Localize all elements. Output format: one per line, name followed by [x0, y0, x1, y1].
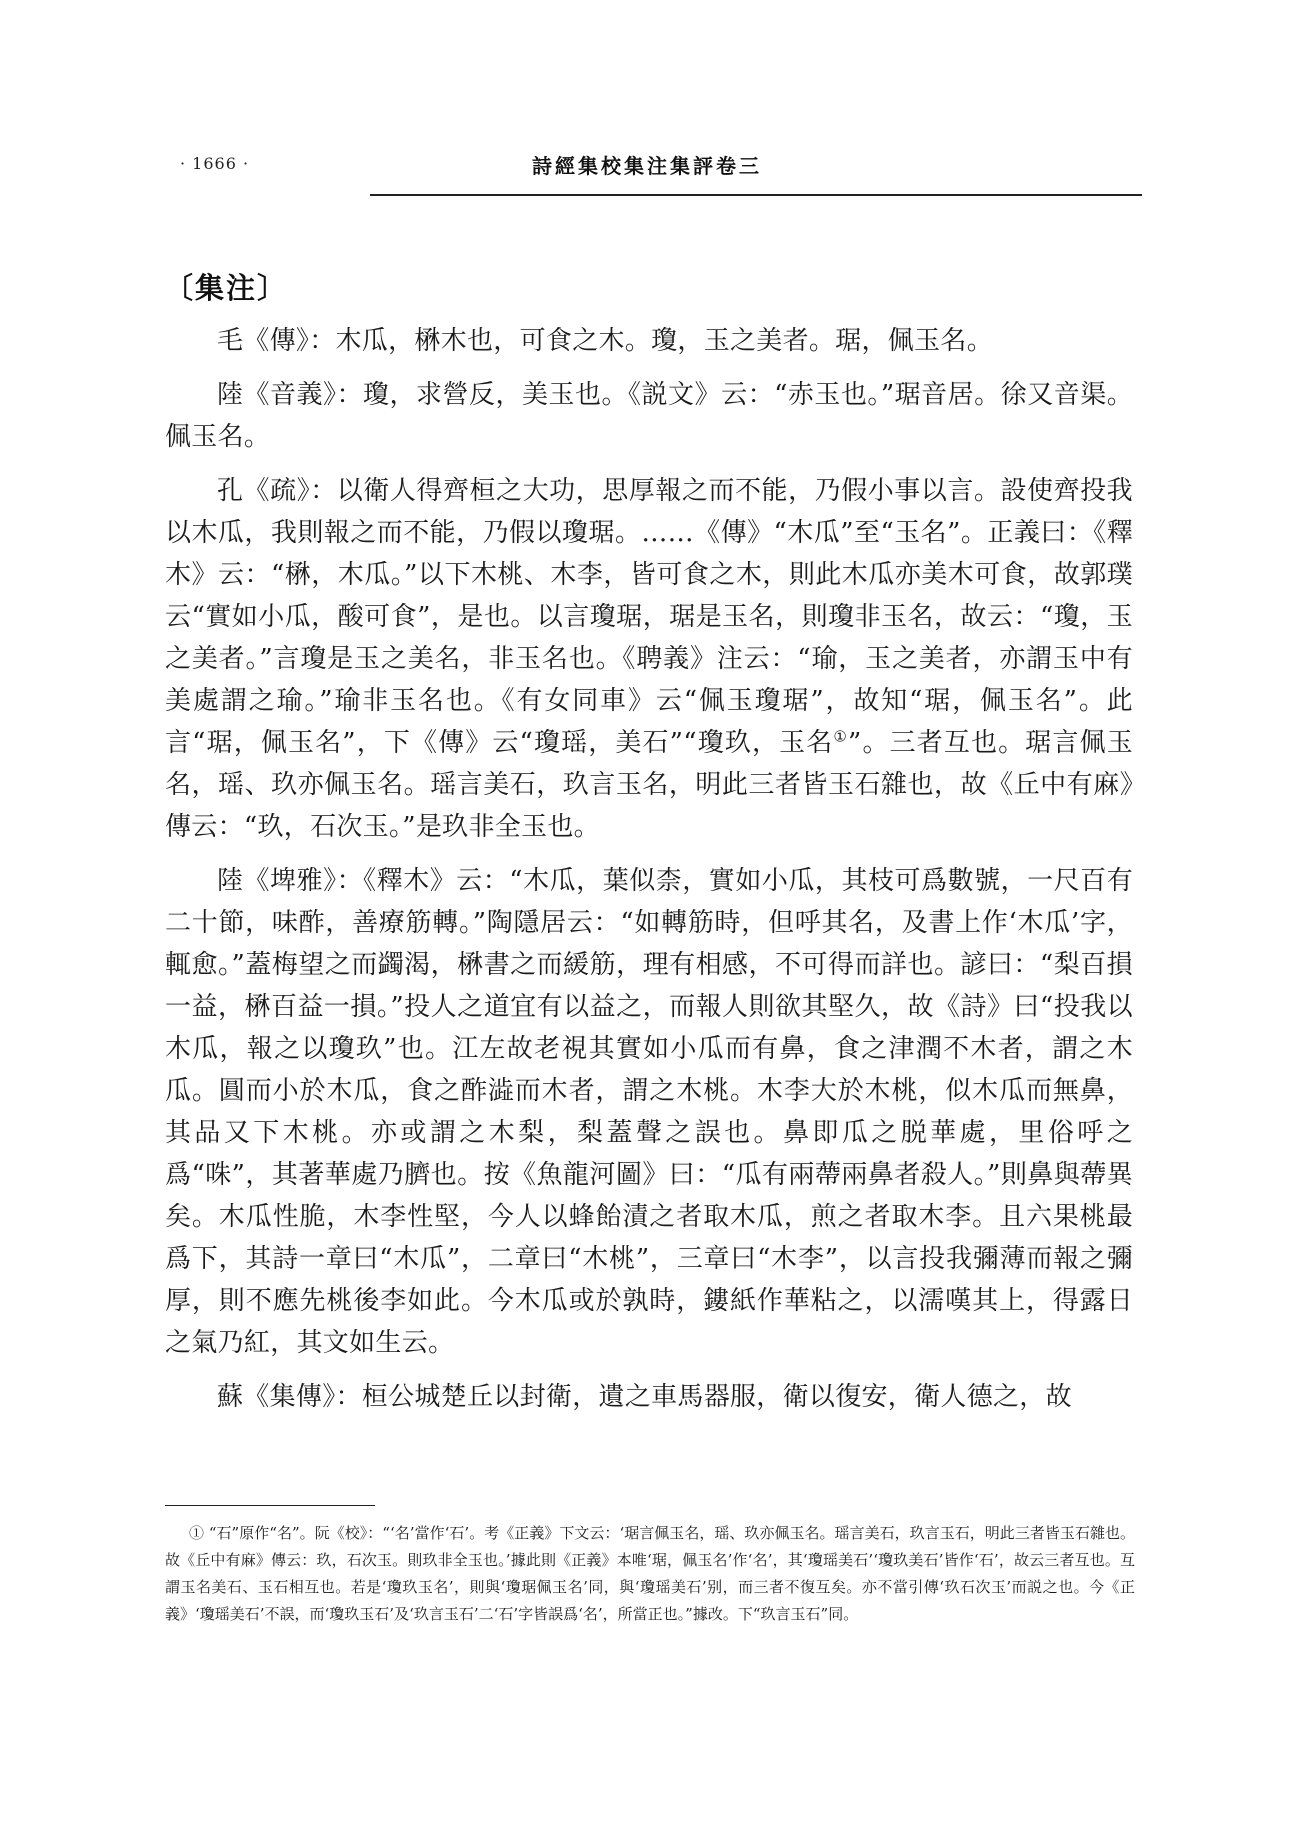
- footnote-marker: ①: [833, 727, 849, 746]
- book-title: 詩經集校集注集評卷三: [532, 154, 762, 178]
- paragraph-kong-shu: [165, 470, 1133, 848]
- paragraph-kong-shu-part-2: ”。三者互也。琚言佩玉名，瑶、玖亦佩玉名。瑶言美石，玖言玉名，明此三者皆玉石雜也，故《丘中有麻》傳云：“玖，石次玉。”是玖非全玉也。: [165, 728, 1134, 842]
- paragraph-mao-zhuan: 毛《傳》：木瓜，楙木也，可食之木。瓊，玉之美者。琚，佩玉名。: [217, 326, 994, 356]
- footnote-rule: [165, 1505, 375, 1506]
- paragraph-lu-yinyi: 陸《音義》：瓊，求營反，美玉也。《説文》云：“赤玉也。”琚音居。徐又音渠。佩玉名。: [165, 380, 1133, 452]
- paragraph-kong-shu-part-1: 孔《疏》：以衛人得齊桓之大功，思厚報之而不能，乃假小事以言。設使齊投我以木瓜，我則報之而不能，乃假以瓊琚。……《傳》“木瓜”至“玉名”。正義曰：《釋木》云：“楙，木瓜。”以下木桃、木李，皆可食之木，則此木瓜亦美木可食，故郭璞云“實如小瓜，酸可食”，是也。以言瓊琚，琚是玉名，則瓊非玉名，故云：“瓊，玉之美者。”言瓊是玉之美名，非玉名也。《聘義》注云：“瑜，玉之美者，亦謂玉中有美處謂之瑜。”瑜非玉名也。《有女同車》云“佩玉瓊琚”，故知“琚，佩玉名”。此言“琚，佩玉名”，下《傳》云“瓊瑶，美石”“瓊玖，玉名: [165, 476, 1133, 758]
- footnote: ① “石”原作“名”。阮《校》：“‘名’當作‘石’。考《正義》下文云：‘琚言佩玉名，瑶、玖亦佩玉名。瑶言美石，玖言玉石，明此三者皆玉石雜也。故《丘中有麻》傳云：玖，石次玉。則玖非全玉也。’據此則《正義》本唯‘琚，佩玉名’作‘名’，其‘瓊瑶美石’‘瓊玖美石’皆作‘石’，故云三者互也。互謂玉名美石、玉石相互也。若是‘瓊玖玉名’，則與‘瓊琚佩玉名’同，與‘瓊瑶美石’别，而三者不復互矣。亦不當引傳‘玖石次玉’而説之也。今《正義》‘瓊瑶美石’不誤，而‘瓊玖玉石’及‘玖言玉石’二‘石’字皆誤爲‘名’，所當正也。”據改。下“玖言玉石”同。: [165, 1524, 1135, 1623]
- body-text: [165, 320, 1133, 1430]
- page-number: · 1666 ·: [180, 154, 250, 173]
- header-rule: [370, 194, 1142, 196]
- paragraph-su-jizhuan: 蘇《集傳》：桓公城楚丘以封衛，遺之車馬器服，衛以復安，衛人德之，故: [217, 1382, 1072, 1412]
- running-header: [160, 150, 1145, 190]
- paragraph-lu-piya: 陸《埤雅》：《釋木》云：“木瓜，葉似柰，實如小瓜，其枝可爲數號，一尺百有二十節，味酢，善療筋轉。”陶隱居云：“如轉筋時，但呼其名，及書上作‘木瓜’字，輒愈。”蓋梅望之而蠲渴，楙書之而緩筋，理有相感，不可得而詳也。諺曰：“梨百損一益，楙百益一損。”投人之道宜有以益之，而報人則欲其堅久，故《詩》曰“投我以木瓜，報之以瓊玖”也。江左故老視其實如小瓜而有鼻，食之津潤不木者，謂之木瓜。圓而小於木瓜，食之酢澁而木者，謂之木桃。木李大於木桃，似木瓜而無鼻，其品又下木桃。亦或謂之木梨，梨蓋聲之誤也。鼻即瓜之脱華處，里俗呼之爲“咮”，其著華處乃臍也。按《魚龍河圖》曰：“瓜有兩蔕兩鼻者殺人。”則鼻與蔕異矣。木瓜性脆，木李性堅，今人以蜂飴漬之者取木瓜，煎之者取木李。且六果桃最爲下，其詩一章曰“木瓜”，二章曰“木桃”，三章曰“木李”，以言投我彌薄而報之彌厚，則不應先桃後李如此。今木瓜或於孰時，鏤紙作華粘之，以濡嘆其上，得露日之氣乃紅，其文如生云。: [165, 866, 1133, 1358]
- section-heading: 〔集注〕: [164, 271, 289, 305]
